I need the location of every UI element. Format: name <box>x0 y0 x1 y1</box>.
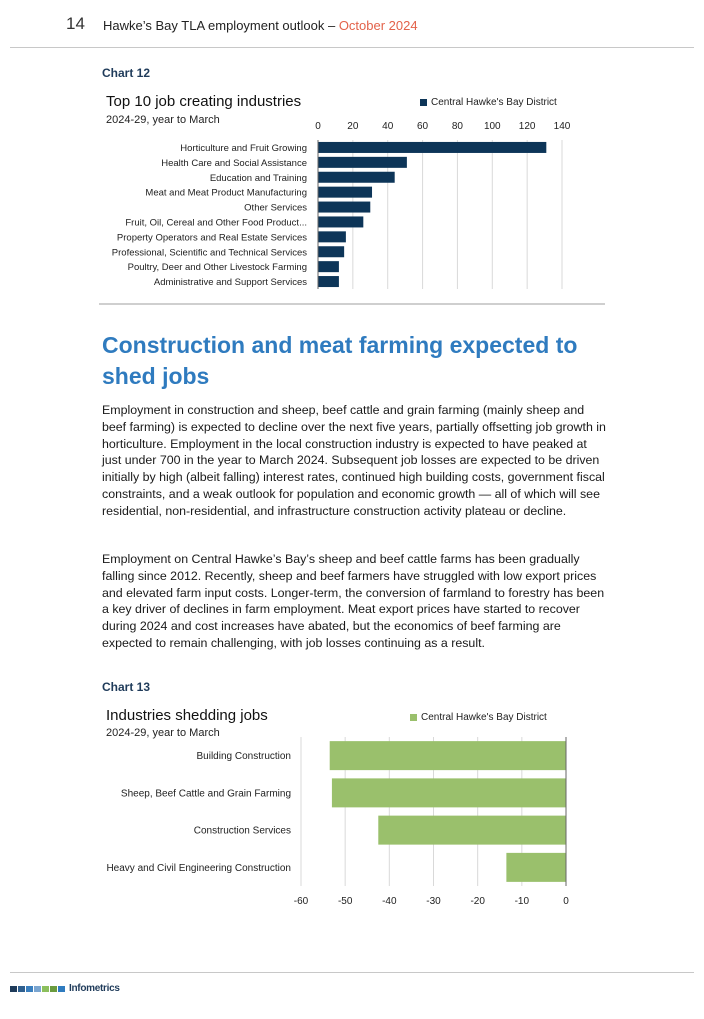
section-title: Construction and meat farming expected to shed jobs <box>102 332 578 389</box>
chart12-tick-label: 140 <box>553 121 571 132</box>
chart12-bottom-rule <box>99 303 605 305</box>
header-title-text: Hawke’s Bay TLA employment outlook – <box>103 18 339 33</box>
chart12-bar <box>318 187 372 198</box>
header-date: October 2024 <box>338 18 418 33</box>
chart13-legend-label: Central Hawke's Bay District <box>421 712 547 723</box>
chart12-bar <box>318 202 370 213</box>
chart12-bar <box>318 276 339 287</box>
chart13-tick-label: 0 <box>563 896 569 907</box>
paragraph-2: Employment on Central Hawke’s Bay’s sheep and beef cattle farms has been gradually falling since 2012. Recently, sheep and beef farmers have struggled with low export prices and elevated farm input costs. Longer-term, the conversion of farmland to forestry has been a key driver of declines in farm employment. Meat export prices have started to recover during 2024 and cost increases have abated, but the economics of beef farming are expected to remain challenging, with job losses continuing as a result. <box>102 552 605 650</box>
chart12-title: Top 10 job creating industries <box>106 93 302 110</box>
chart13-label: Chart 13 <box>102 680 151 694</box>
chart12-category-label: Other Services <box>244 202 307 214</box>
chart12-category-label: Fruit, Oil, Cereal and Other Food Product... <box>125 217 307 229</box>
chart12-bar <box>318 231 346 242</box>
chart12-plot <box>0 0 704 300</box>
chart13-category-label: Heavy and Civil Engineering Construction <box>106 862 291 874</box>
chart13-category-label: Sheep, Beef Cattle and Grain Farming <box>120 788 291 800</box>
logo-text: Infometrics <box>69 983 120 994</box>
chart13-category-label: Building Construction <box>196 751 291 763</box>
chart12-tick-label: 0 <box>315 121 321 132</box>
chart13-tick-label: -50 <box>337 896 353 907</box>
chart12-category-label: Property Operators and Real Estate Services <box>116 232 307 244</box>
chart12-bar <box>318 157 407 168</box>
chart12-category-label: Health Care and Social Assistance <box>161 157 307 169</box>
chart13-tick-label: -20 <box>470 896 485 907</box>
chart13-bar <box>506 853 566 882</box>
chart13-bar <box>330 741 566 770</box>
logo-block <box>10 986 17 992</box>
chart12-label: Chart 12 <box>102 66 151 80</box>
infometrics-logo <box>10 983 120 994</box>
chart12-bar <box>318 246 344 257</box>
chart12-category-label: Meat and Meat Product Manufacturing <box>145 187 307 199</box>
footer-rule <box>10 972 694 973</box>
logo-block <box>18 986 25 992</box>
chart13-category-label: Construction Services <box>193 825 291 837</box>
paragraph-1: Employment in construction and sheep, beef cattle and grain farming (mainly sheep and beef farming) is expected to decline over the next five years, partially offsetting job growth in horticulture. Employment in the local construction industry is expected to have peaked at just under 700 in the year to March 2024. Subsequent job losses are expected to be driven initially by high (albeit falling) interest rates, continued high building costs, government fiscal constraints, and a weak outlook for population and economic growth — all of which will see residential, non-residential, and infrastructure construction activity plateau or decline. <box>102 403 606 518</box>
chart12-tick-label: 120 <box>518 121 536 132</box>
chart12-legend-label: Central Hawke's Bay District <box>431 97 557 108</box>
chart12-tick-label: 20 <box>347 121 359 132</box>
chart12-category-label: Professional, Scientific and Technical Services <box>111 247 307 259</box>
chart13-bar <box>378 816 566 845</box>
page-number: 14 <box>66 14 85 33</box>
logo-block <box>26 986 33 992</box>
chart13-title: Industries shedding jobs <box>106 707 268 724</box>
chart12-tick-label: 80 <box>451 121 463 132</box>
chart12-tick-label: 100 <box>483 121 501 132</box>
chart13-subtitle: 2024-29, year to March <box>106 727 220 739</box>
chart12-tick-label: 40 <box>382 121 394 132</box>
chart13-bar <box>332 778 566 807</box>
chart12-subtitle: 2024-29, year to March <box>106 114 220 126</box>
chart12-category-label: Administrative and Support Services <box>153 277 307 289</box>
chart13-tick-label: -10 <box>514 896 530 907</box>
chart12-bar <box>318 261 339 272</box>
chart12-bar <box>318 142 546 153</box>
chart13-plot <box>0 700 704 920</box>
chart13-tick-label: -30 <box>426 896 441 907</box>
chart13-tick-label: -60 <box>293 896 309 907</box>
chart12-category-label: Poultry, Deer and Other Livestock Farming <box>127 262 307 274</box>
logo-block <box>50 986 57 992</box>
chart12-category-label: Horticulture and Fruit Growing <box>180 142 307 154</box>
chart12-bar <box>318 216 363 227</box>
logo-block <box>58 986 65 992</box>
chart12-bar <box>318 172 395 183</box>
logo-block <box>34 986 41 992</box>
chart12-tick-label: 60 <box>417 121 429 132</box>
logo-block <box>42 986 49 992</box>
chart12-category-label: Education and Training <box>209 172 307 184</box>
chart13-tick-label: -40 <box>382 896 397 907</box>
